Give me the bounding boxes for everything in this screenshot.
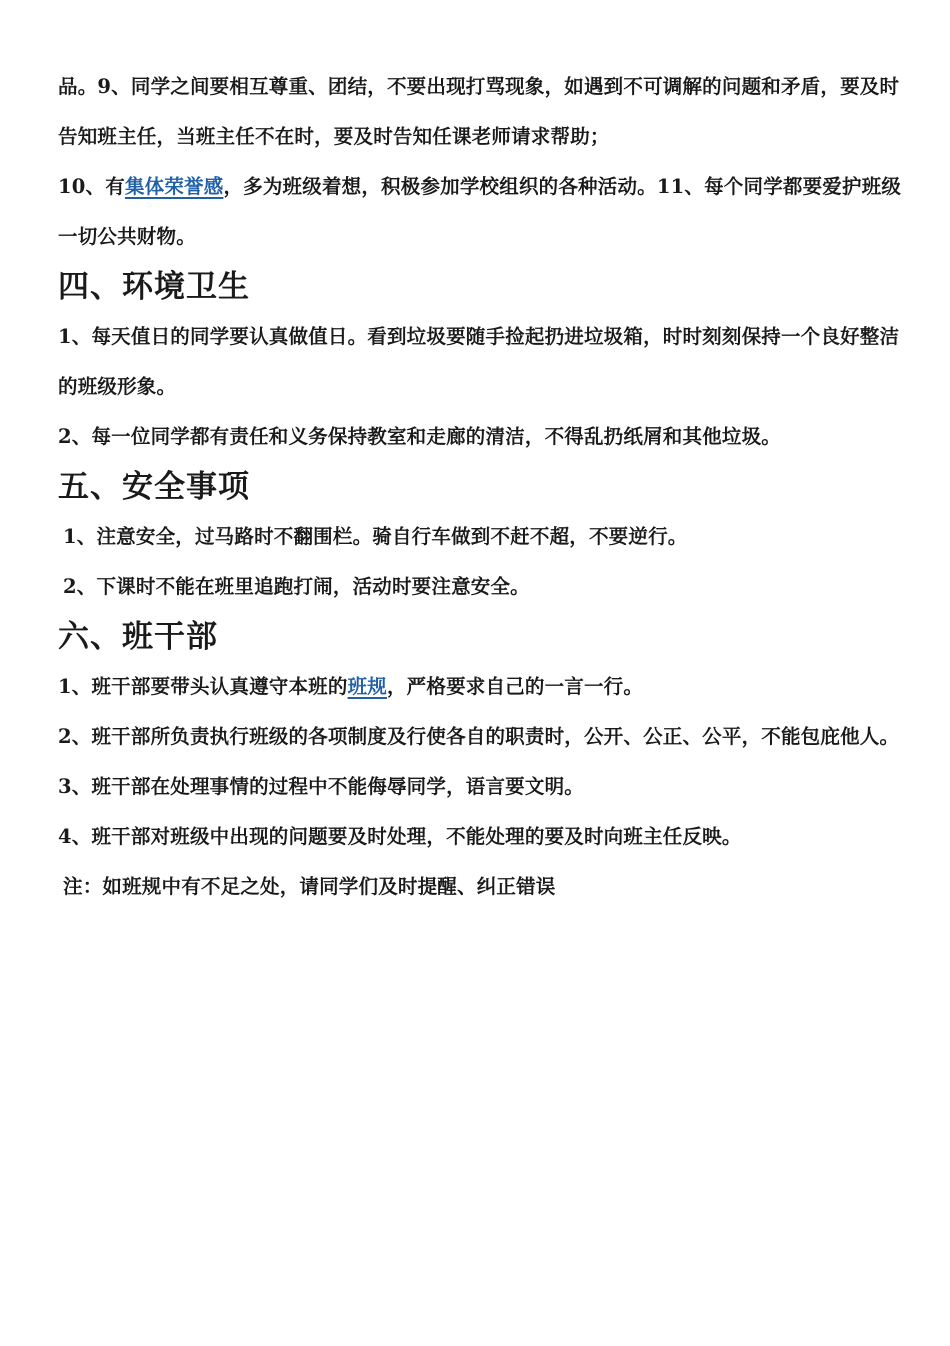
rule-9-paragraph: 品。9、同学之间要相互尊重、团结，不要出现打骂现象，如遇到不可调解的问题和矛盾，要及时告知班主任，当班主任不在时，要及时告知任课老师请求帮助； (58, 75, 900, 148)
cadre-item-1-suffix: ，严格要求自己的一言一行。 (386, 675, 644, 698)
section-heading-environment: 四、环境卫生 (58, 269, 250, 305)
closing-note: 注：如班规中有不足之处，请同学们及时提醒、纠正错误 (63, 875, 556, 898)
cadre-item-4: 4、班干部对班级中出现的问题要及时处理，不能处理的要及时向班主任反映。 (58, 825, 742, 848)
rule-10-11-paragraph (58, 162, 908, 262)
rule-10-prefix: 10、有 (58, 175, 125, 198)
cadre-item-1-prefix: 1、班干部要带头认真遵守本班的 (58, 675, 348, 698)
section-heading-cadre: 六、班干部 (58, 619, 218, 655)
document-page (58, 62, 908, 912)
env-item-1: 1、每天值日的同学要认真做值日。看到垃圾要随手捡起扔进垃圾箱，时时刻刻保持一个良好整洁的班级形象。 (58, 325, 900, 398)
section-heading-safety: 五、安全事项 (58, 469, 250, 505)
safety-item-2: 2、下课时不能在班里追跑打闹，活动时要注意安全。 (63, 575, 530, 598)
collective-honor-link[interactable]: 集体荣誉感 (124, 175, 224, 198)
safety-item-1: 1、注意安全，过马路时不翻围栏。骑自行车做到不赶不超，不要逆行。 (63, 525, 688, 548)
rule-10-suffix: ，多为班级着想，积极参加学校组织的各种活动。11、每个同学都要爱护班级一切公共财物。 (58, 175, 902, 248)
env-item-2: 2、每一位同学都有责任和义务保持教室和走廊的清洁，不得乱扔纸屑和其他垃圾。 (58, 425, 781, 448)
cadre-item-3: 3、班干部在处理事情的过程中不能侮辱同学，语言要文明。 (58, 775, 584, 798)
cadre-item-2: 2、班干部所负责执行班级的各项制度及行使各自的职责时，公开、公正、公平，不能包庇他人。 (58, 725, 900, 748)
cadre-item-1 (58, 662, 908, 712)
class-rules-link[interactable]: 班规 (347, 675, 387, 698)
